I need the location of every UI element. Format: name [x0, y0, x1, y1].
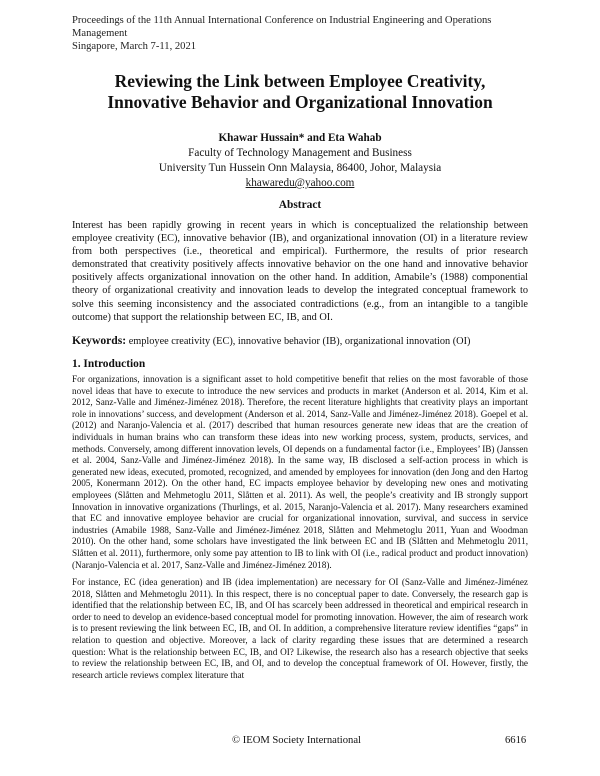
keywords-text: employee creativity (EC), innovative behavior (IB), organizational innovation (OI) [128, 336, 471, 347]
keywords-label: Keywords: [72, 334, 127, 347]
title-line-1: Reviewing the Link between Employee Creativity, [114, 71, 486, 91]
author-email-link[interactable]: khawaredu@yahoo.com [245, 177, 355, 189]
author-names: Khawar Hussain* and Eta Wahab [218, 132, 382, 144]
keywords-line [72, 334, 528, 348]
affiliation-faculty: Faculty of Technology Management and Business [188, 147, 412, 159]
footer-copyright: © IEOM Society International [232, 735, 361, 746]
intro-paragraph-1: For organizations, innovation is a significant asset to hold competitive benefit that relies on the most favorable of those novel ideas that have to execute to introduce the new services and products in market (Anderson et al. 2014, Kim et al. 2012, Sanz-Valle and Jiménez-Jiménez 2018). Therefore, the recent literature highlights that creativity plays an important role in innovations’ success, and development (Anderson et al. 2014, Sanz-Valle and Jiménez-Jiménez 2018). Goepel et al. (2012) and Naranjo-Valencia et al. (2017) described that human resources generate new ideas that are the creation of individuals in human brains who can transform these ideas into new working process, system, products, services, and methods. Conversely, among different innovation levels, OI depends on a fundamental factor (i.e., Employees’ IB) (Janssen et al. 2004, Sanz-Valle and Jiménez-Jiménez 2018). In the same way, IB disclosed a self-action process in which is generated new ideas, executed, promoted, recognized, and amended by employees for innovation (den Jong and den Hartog 2005, Konermann 2012). On the other hand, EC impacts employee behavior by developing new ones and motivating employees (Slåtten and Mehmetoglu 2011, Slåtten et al. 2011). As well, the people’s creativity and IB strongly support Innovation in innovative organizations (Thurlings, et al. 2015, Naranjo-Valencia et al. 2017). Many researchers examined that EC and innovative employee behavior are crucial for organizational innovation, survival, and success in service industries (Amabile 1988, Sanz-Valle and Jiménez-Jiménez 2018, Slåtten and Mehmetoglu 2011, Yuan and Woodman 2010). On the other hand, some scholars have investigated the link between EC and IB (Slåtten and Mehmetoglu 2011, Slåtten et al. 2011), furthermore, only some pay attention to IB to link with OI (i.e., radical product and product innovation) (Naranjo-Valencia et al. 2017, Sanz-Valle and Jiménez-Jiménez 2018). [72, 374, 528, 570]
header-line-1: Proceedings of the 11th Annual International Conference on Industrial Engineering and Operations Management [72, 15, 492, 39]
intro-paragraph-2: For instance, EC (idea generation) and IB (idea implementation) are necessary for OI (Sanz-Valle and Jiménez-Jiménez 2018, Slåtten and Mehmetoglu 2011). In this respect, there is no conceptual paper to date. Conversely, the research gap is identified that the relationship between EC, IB, and OI has scarcely been addressed in theoretical and empirical research in order to need to develop an evidence-based conceptual model for promoting innovation. However, the aim of research work is to present reviewing the link between EC, IB, and OI. In addition, a comprehensive literature review identifies “gaps” in relation to question and objective. Moreover, a lack of clarity regarding these issues that are determined a research question: What is the relationship between EC, IB, and OI? Likewise, the research also has a research objective that seeks to review the relationship between EC, IB, and OI, and to develop the conceptual framework of OI. However, firstly, the research article reviews complex literature that [72, 577, 528, 680]
paper-title [60, 71, 540, 113]
affiliation-university: University Tun Hussein Onn Malaysia, 86400, Johor, Malaysia [158, 162, 442, 174]
section-heading-introduction: 1. Introduction [72, 358, 146, 370]
author-block [60, 131, 540, 191]
header-line-2: Singapore, March 7-11, 2021 [72, 41, 197, 52]
introduction-body [72, 374, 528, 687]
abstract-heading: Abstract [278, 199, 322, 211]
title-line-2: Innovative Behavior and Organizational Innovation [107, 92, 493, 112]
footer-page-number: 6616 [505, 735, 527, 746]
abstract-text: Interest has been rapidly growing in recent years in which is conceptualized the relationship between employee creativity (EC), innovative behavior (IB), and organizational innovation (OI) in a literature review from both perspectives (i.e., theoretical and empirical). Furthermore, the results of prior research demonstrated that creativity positively affects innovative behavior on the one hand and innovative behavior positively affects organizational innovation on the other hand. In addition, Amabile’s (1988) componential theory of organizational creativity and innovation leads to develop the integrated conceptual framework to solve this seeming inconsistency and the associated contradictions (e.g., from an intangible to a tangible outcome) that support the relationship between EC, IB, and OI. [72, 220, 528, 323]
proceedings-header [72, 14, 542, 53]
